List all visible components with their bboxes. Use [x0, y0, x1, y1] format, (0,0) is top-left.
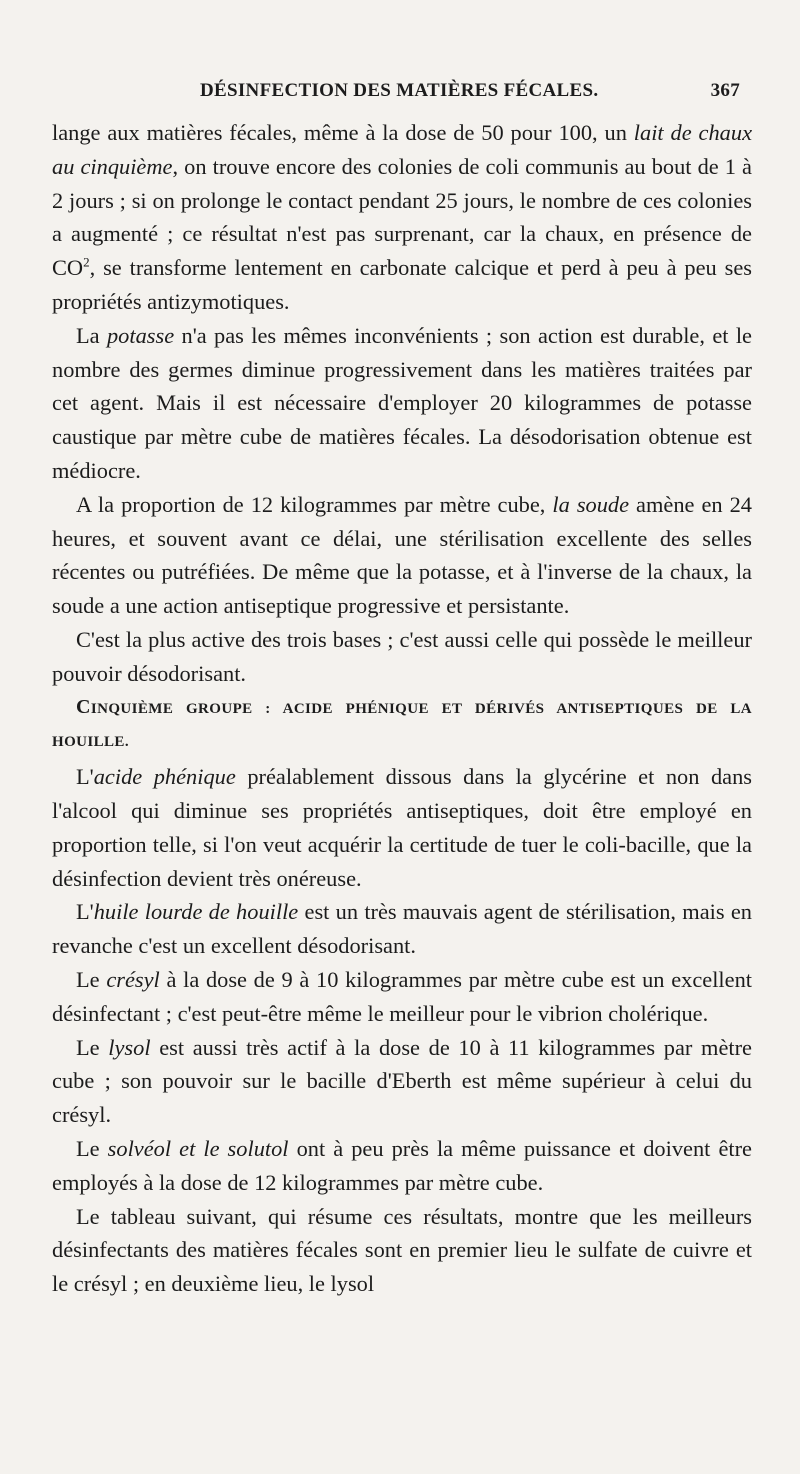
- running-head: [40, 80, 740, 110]
- paragraph-cresyl: Le crésyl à la dose de 9 à 10 kilogrammes par mètre cube est un excellent désinfectant ; c'est peut-être même le meilleur pour le vibrion cholérique.: [52, 966, 752, 1026]
- paragraph-tableau: Le tableau suivant, qui résume ces résultats, montre que les meilleurs désinfectants des matières fécales sont en premier lieu le sulfate de cuivre et le crésyl ; en deuxième lieu, le lysol: [52, 1203, 752, 1297]
- paragraph-potasse: La potasse n'a pas les mêmes inconvénients ; son action est durable, et le nombre des germes diminue progressivement dans les matières traitées par cet agent. Mais il est nécessaire d'employer 20 kilogrammes de potasse caustique par mètre cube de matières fécales. La désodorisation obtenue est médiocre.: [52, 322, 752, 483]
- paragraph-chaux: lange aux matières fécales, même à la dose de 50 pour 100, un lait de chaux au cinquième, on trouve encore des colonies de coli communis au bout de 1 à 2 jours ; si on prolonge le contact pendant 25 jours, le nombre de ces colonies a augmenté ; ce résultat n'est pas surprenant, car la chaux, en présence de $CO^2$, se transforme lentement en carbonate calcique et perd à peu à peu ses propriétés antizymotiques.: [52, 120, 753, 314]
- paragraph-bases: C'est la plus active des trois bases ; c'est aussi celle qui possède le meilleur pouvoir désodorisant.: [52, 626, 752, 686]
- paragraph-huile-lourde: L'huile lourde de houille est un très mauvais agent de stérilisation, mais en revanche c'est un excellent désodorisant.: [52, 899, 752, 959]
- paragraph-acide-phenique: L'acide phénique préalablement dissous dans la glycérine et non dans l'alcool qui diminue ses propriétés antiseptiques, doit être employé en proportion telle, si l'on veut acquérir la certitude de tuer le coli-bacille, que la désinfection devient très onéreuse.: [52, 764, 752, 891]
- section-heading-cinquieme-groupe: CINQUIÈME GROUPE : ACIDE PHÉNIQUE ET DÉRIVÉS ANTISEPTIQUES DE LA HOUILLE.: [52, 695, 752, 751]
- paragraph-solveol: Le solvéol et le solutol ont à peu près la même puissance et doivent être employés à la dose de 12 kilogrammes par mètre cube.: [52, 1135, 752, 1195]
- paragraph-lysol: Le lysol est aussi très actif à la dose de 10 à 11 kilogrammes par mètre cube ; son pouvoir sur le bacille d'Eberth est même supérieur à celui du crésyl.: [52, 1034, 752, 1128]
- paragraph-soude: A la proportion de 12 kilogrammes par mètre cube, la soude amène en 24 heures, et souvent avant ce délai, une stérilisation excellente des selles récentes ou putréfiées. De même que la potasse, et à l'inverse de la chaux, la soude a une action antiseptique progressive et persistante.: [52, 491, 752, 619]
- page-number: 367: [710, 80, 740, 101]
- body-text: [52, 116, 752, 1301]
- running-title: DÉSINFECTION DES MATIÈRES FÉCALES.: [200, 80, 599, 101]
